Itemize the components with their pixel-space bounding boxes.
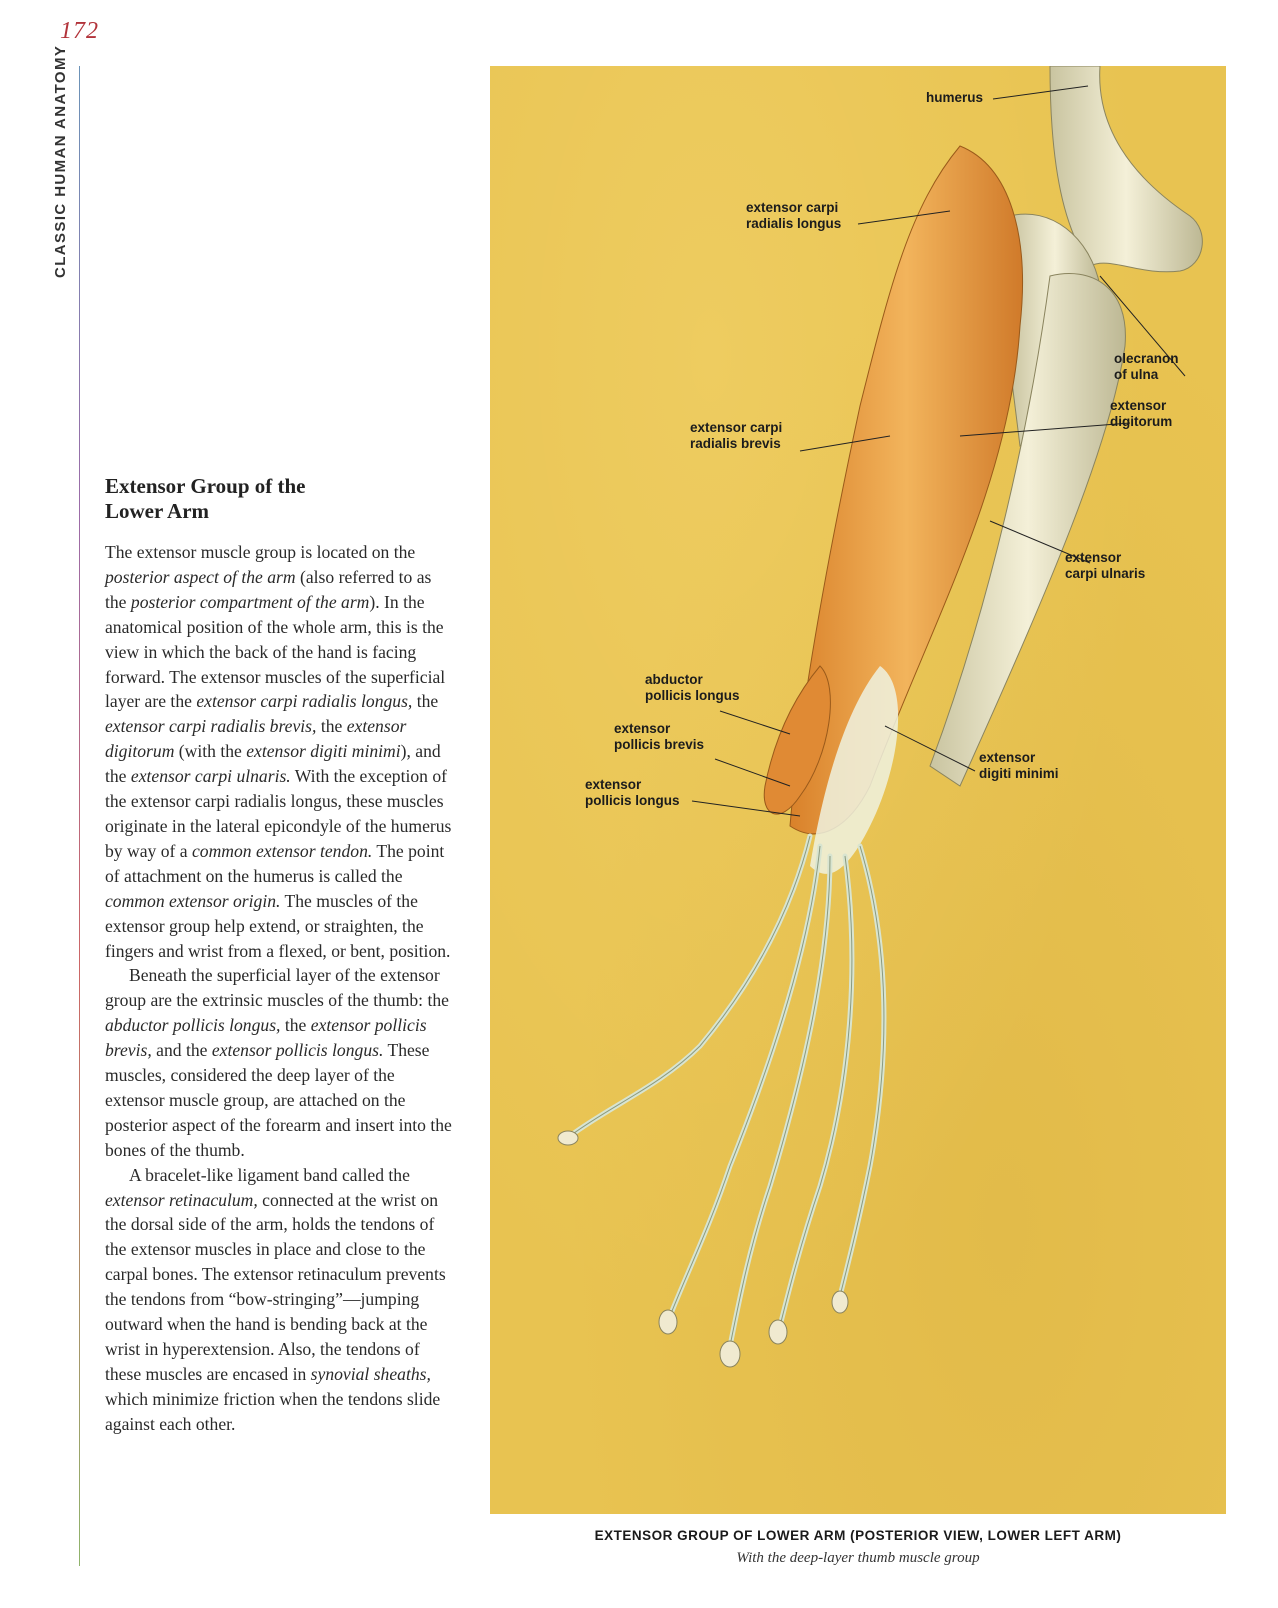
margin-rule [79,66,80,1566]
figure-caption-subtitle: With the deep-layer thumb muscle group [736,1550,980,1566]
paragraph-2: Beneath the superficial layer of the extensor group are the extrinsic muscles of the thumb: the abductor pollicis longus, the extensor pollicis brevis, and the extensor pollicis longus. These muscles, considered the deep layer of the extensor muscle group, are attached on the posterior aspect of the forearm and insert into the bones of the thumb. [105,965,452,1160]
label-extensor-pollicis-brevis: extensor pollicis brevis [614,721,705,752]
label-extensor-carpi-radialis-longus: extensor carpi radialis longus [746,200,842,231]
label-extensor-carpi-ulnaris: extensor carpi ulnaris [1065,550,1146,581]
page-number: 172 [60,18,99,44]
heading-line-1: Extensor Group of the [105,474,306,498]
label-humerus: humerus [926,90,984,105]
section-heading [105,474,455,524]
heading-line-2: Lower Arm [105,499,210,523]
running-head: CLASSIC HUMAN ANATOMY [52,44,69,278]
label-extensor-pollicis-longus: extensor pollicis longus [585,777,680,808]
label-extensor-digiti-minimi: extensor digiti minimi [979,750,1059,781]
label-olecranon-of-ulna: olecranon of ulna [1114,351,1179,382]
anatomy-illustration [490,66,1226,1514]
label-abductor-pollicis-longus: abductor pollicis longus [645,672,740,703]
paragraph-3: A bracelet-like ligament band called the extensor retinaculum, connected at the wrist on the dorsal side of the arm, holds the tendons of the extensor muscles in place and close to the carpal bones. The extensor retinaculum prevents the tendons from “bow-stringing”—jumping outward when the hand is bending back at the wrist in hyperextension. Also, the tendons of these muscles are encased in synovial sheaths, which minimize friction when the tendons slide against each other. [105,1164,446,1434]
article-text [105,474,455,1437]
label-extensor-carpi-radialis-brevis: extensor carpi radialis brevis [690,420,783,451]
label-extensor-digitorum: extensor digitorum [1110,398,1173,429]
paragraph-1: The extensor muscle group is located on the posterior aspect of the arm (also referred to as the posterior compartment of the arm). In the anatomical position of the whole arm, this is the view in which the back of the hand is facing forward. The extensor muscles of the superficial layer are the extensor carpi radialis longus, the extensor carpi radialis brevis, the extensor digitorum (with the extensor digiti minimi), and the extensor carpi ulnaris. With the exception of the extensor carpi radialis longus, these muscles originate in the lateral epicondyle of the humerus by way of a common extensor tendon. The point of attachment on the humerus is called the common extensor origin. The muscles of the extensor group help extend, or straighten, the fingers and wrist from a flexed, or bent, position. [105,542,452,961]
figure-caption-title: EXTENSOR GROUP OF LOWER ARM (POSTERIOR VIEW, LOWER LEFT ARM) [594,1528,1122,1543]
